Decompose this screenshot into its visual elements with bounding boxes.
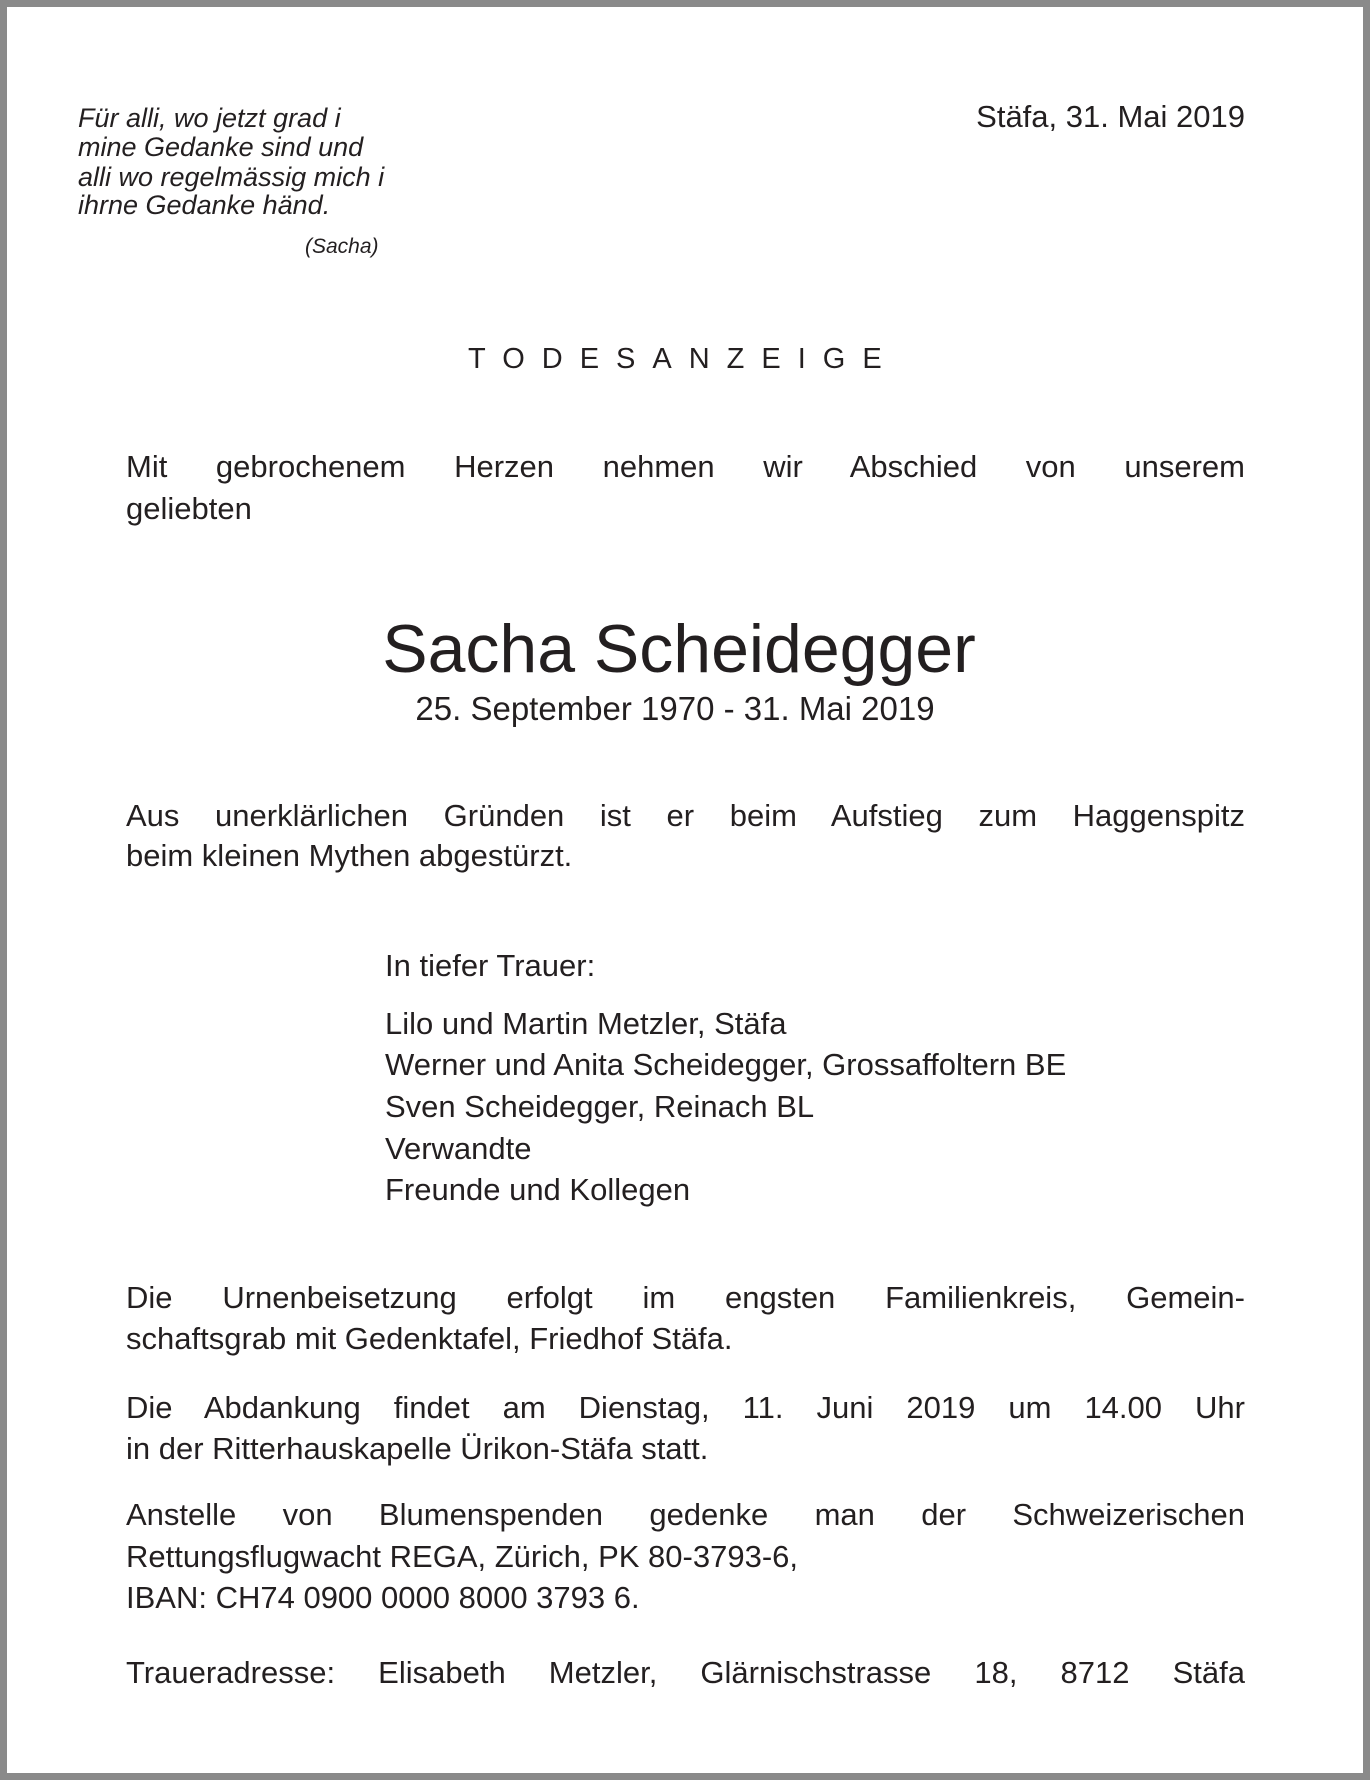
motto-line: Für alli, wo jetzt grad i <box>78 103 341 133</box>
mourner-name: Lilo und Martin Metzler, Stäfa <box>385 1006 787 1041</box>
circumstance-line: Aus unerklärlichen Gründen ist er beim Aufstieg zum Haggenspitz <box>126 798 1245 833</box>
deceased-name: Sacha Scheidegger <box>382 611 976 687</box>
intro-line: geliebten <box>126 491 252 526</box>
service-line: Die Abdankung findet am Dienstag, 11. Juni 2019 um 14.00 Uhr <box>126 1390 1245 1425</box>
motto-line: alli wo regelmässig mich i <box>78 162 385 192</box>
mourner-name: Sven Scheidegger, Reinach BL <box>385 1089 815 1124</box>
mourner-name: Verwandte <box>385 1131 532 1166</box>
burial-line: schaftsgrab mit Gedenktafel, Friedhof Stäfa. <box>126 1321 733 1356</box>
motto-line: mine Gedanke sind und <box>78 132 364 162</box>
motto-line: ihrne Gedanke händ. <box>78 190 331 220</box>
donation-iban: IBAN: CH74 0900 0000 8000 3793 6. <box>126 1580 640 1615</box>
mourners-heading: In tiefer Trauer: <box>385 948 596 983</box>
burial-line: Die Urnenbeisetzung erfolgt im engsten Familienkreis, Gemein- <box>126 1280 1245 1315</box>
life-dates: 25. September 1970 - 31. Mai 2019 <box>415 690 935 727</box>
mourning-address: Traueradresse: Elisabeth Metzler, Glärnischstrasse 18, 8712 Stäfa <box>126 1655 1245 1690</box>
mourner-name: Freunde und Kollegen <box>385 1172 691 1207</box>
donation-line: Rettungsflugwacht REGA, Zürich, PK 80-3793-6, <box>126 1539 798 1574</box>
mourner-name: Werner und Anita Scheidegger, Grossaffoltern BE <box>385 1047 1067 1082</box>
place-date: Stäfa, 31. Mai 2019 <box>976 99 1245 134</box>
notice-title: TODESANZEIGE <box>468 343 899 375</box>
service-line: in der Ritterhauskapelle Ürikon-Stäfa statt. <box>126 1431 709 1466</box>
intro-line: Mit gebrochenem Herzen nehmen wir Abschied von unserem <box>126 449 1245 484</box>
circumstance-line: beim kleinen Mythen abgestürzt. <box>126 838 573 873</box>
donation-line: Anstelle von Blumenspenden gedenke man der Schweizerischen <box>126 1497 1245 1532</box>
motto-signature: (Sacha) <box>305 235 379 258</box>
